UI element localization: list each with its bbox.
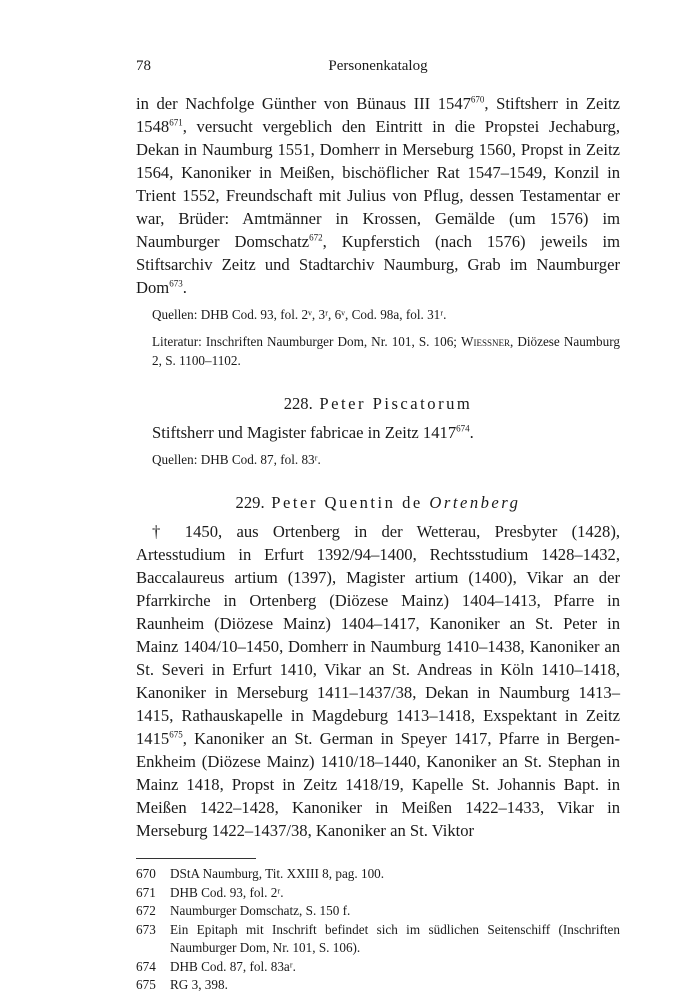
text-run: Literatur: Inschriften Naumburger Dom, Nr. 101, S. 106; [152,334,462,349]
footnote-text: Naumburger Domschatz, S. 150 f. [170,903,351,918]
body-text [136,92,620,842]
footnote-text: DStA Naumburg, Tit. XXIII 8, pag. 100. [170,866,385,881]
page-header [136,58,620,84]
entry-number: 228. [283,394,313,413]
footnote [136,958,620,977]
sources-line: Quellen: DHB Cod. 87, fol. 83ʳ. [152,452,321,467]
running-title: Personenkatalog [328,58,428,74]
footnotes [136,865,620,995]
footnote-text: DHB Cod. 87, fol. 83aʳ. [170,958,296,974]
footnote-ref[interactable]: 671 [169,117,183,128]
footnote-text: Ein Epitaph mit Inschrift befindet sich im südlichen Seitenschiff (Inschriften Naumburger Dom, Nr. 101, S. 106). [170,921,620,955]
footnote-number: 670 [136,866,156,881]
footnote-ref[interactable]: 675 [169,729,183,740]
text-run: , versucht vergeblich den Eintritt in die Propstei Jechaburg, Dekan in Naumburg 1551, Domherr in Merseburg 1560, Propst in Zeitz 1564, Kanoniker in Meißen, bischöflicher Rat 1547–1549, Konzil in Trient 1552, Freundschaft mit Julius von Pflug, dessen Testamentar er war, Brüder: Amtmänner in Krossen, Gemälde (um 1576) im Naumburger Domschatz [136,117,620,251]
page [136,58,620,995]
entry-number: 229. [235,493,265,512]
footnote-ref[interactable]: 673 [169,278,183,289]
text-run: , Stiftsherr in Zeitz 1548 [136,94,620,136]
footnote-ref[interactable]: 674 [456,423,470,434]
entry-continuation-paragraph [136,92,620,299]
footnote-text: RG 3, 398. [170,977,228,992]
entry-229-paragraph [136,520,620,842]
entry-heading-228 [136,392,620,415]
entry-name: Peter Quentin de [271,493,423,512]
entry-name: Peter Piscatorum [319,394,473,413]
author-name: Wießner [461,334,510,349]
text-run: † 1450, aus Ortenberg in der Wetterau, Presbyter (1428), Artesstudium in Erfurt 1392/94–1400, Rechtsstudium 1428–1432, Baccalaureus artium (1397), Magister artium (1400), Vikar an der Pfarrkirche in Ortenberg (Diözese Mainz) 1404–1413, Pfarre in Raunheim (Diözese Mainz) 1404–1417, Kanoniker an St. Peter in Mainz 1404/10–1450, Domherr in Naumburg 1410–1438, Kanoniker an St. Severi in Erfurt 1410, Vikar an St. Andreas in Köln 1410–1418, Kanoniker in Merseburg 1411–1437/38, Dekan in Naumburg 1413–1415, Rathauskapelle in Magdeburg 1413–1418, Exspektant in Zeitz 1415 [136,522,620,748]
footnote [136,902,620,921]
footnote-number: 674 [136,958,156,974]
text-run: . [182,278,187,297]
text-run: , Kanoniker an St. German in Speyer 1417, Pfarre in Bergen-Enkheim (Diözese Mainz) 1410/18–1440, Kanoniker an St. Stephan in Mainz 1418, Propst in Zeitz 1418/19, Kapelle St. Johannis Bapt. in Meißen 1422–1428, Kanoniker in Meißen 1422–1433, Vikar in Merseburg 1422–1437/38, Kanoniker an St. Viktor [136,729,620,840]
footnote-ref[interactable]: 672 [309,232,323,243]
footnote-number: 673 [136,921,156,937]
page-number: 78 [136,58,151,74]
entry-name-place: Ortenberg [429,493,521,512]
text-run: , Diözese Naumburg 2, S. 1100–1102. [152,334,620,368]
literature-line [152,332,620,370]
entry-228-paragraph [136,421,620,444]
footnote-text: DHB Cod. 93, fol. 2ʳ. [170,884,284,900]
text-run: , Kupferstich (nach 1576) jeweils im Stiftsarchiv Zeitz und Stadtarchiv Naumburg, Grab im Naumburger Dom [136,232,621,297]
footnote-ref[interactable]: 670 [470,94,485,105]
footnote-number: 675 [136,977,156,992]
entry-heading-229 [136,491,620,514]
sources-line: Quellen: DHB Cod. 93, fol. 2ᵛ, 3ʳ, 6ᵛ, Cod. 98a, fol. 31ʳ. [152,307,447,322]
text-run: . [469,423,474,442]
footnote-number: 672 [136,903,156,918]
text-run: Stiftsherr und Magister fabricae in Zeitz 1417 [152,423,457,442]
text-run: in der Nachfolge Günther von Bünaus III 1547 [136,94,471,113]
footnote [136,976,620,995]
footnote [136,865,620,884]
footnote [136,884,620,903]
footnote [136,921,620,958]
footnote-rule [136,858,256,859]
footnote-number: 671 [136,884,156,900]
